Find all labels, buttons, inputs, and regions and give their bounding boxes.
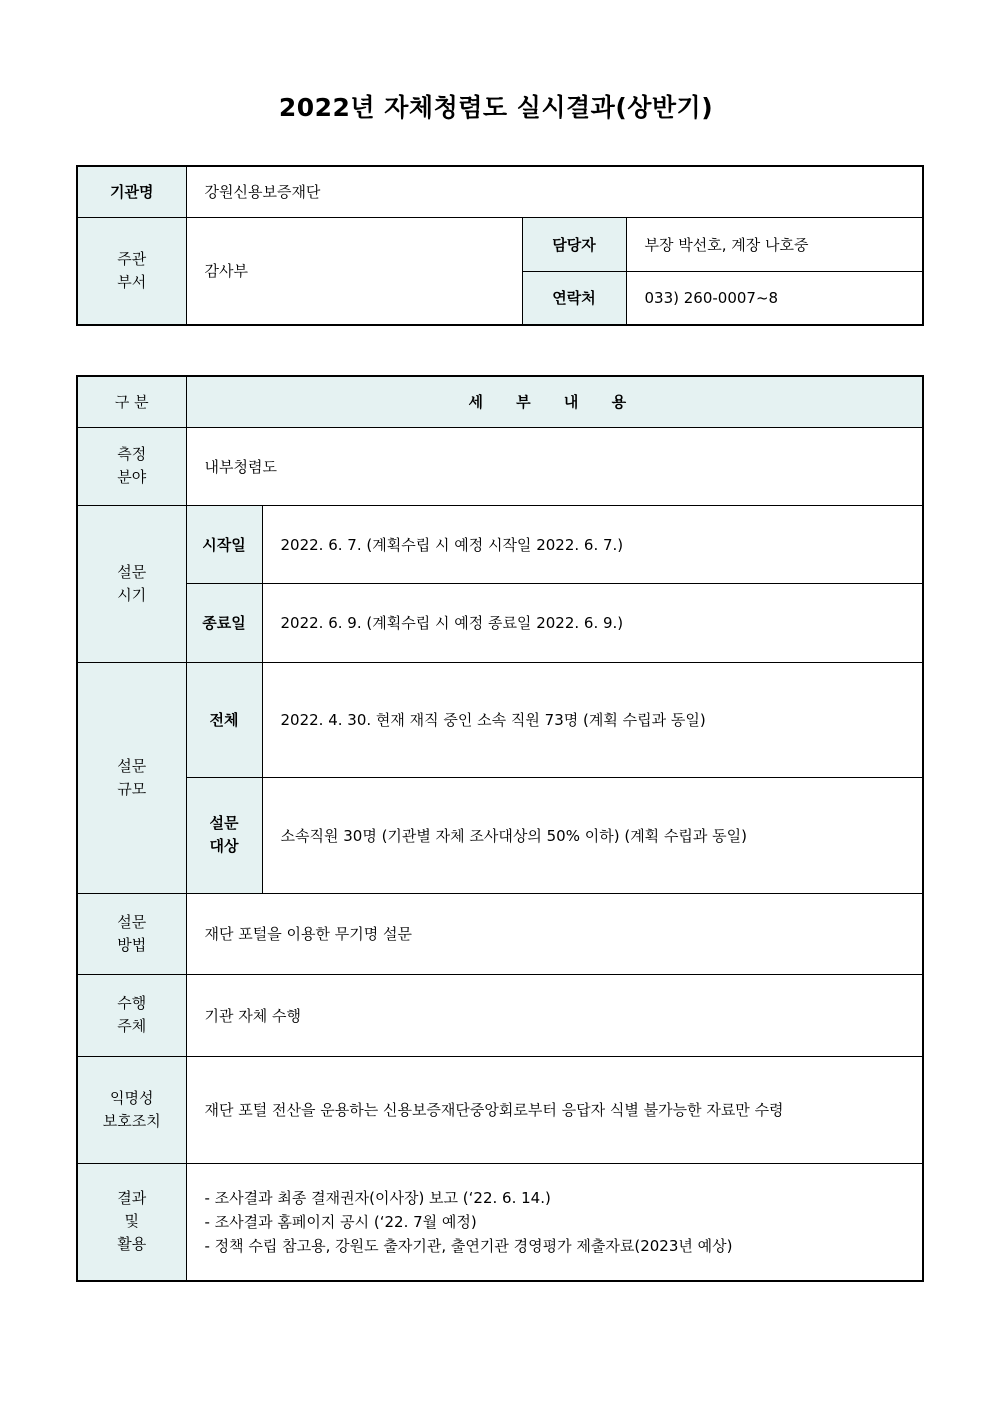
target-label [186,777,262,893]
period-label [77,505,186,662]
field-label [77,427,186,505]
dept-label-line-1: 주관 [117,249,147,268]
anon-label-line-1: 익명성 [110,1088,154,1107]
field-label-line-2: 분야 [117,468,147,486]
details-table [76,375,924,1282]
header-category: 구 분 [77,376,186,427]
anon-label-line-2: 보호조치 [102,1111,161,1130]
result-label-line-3: 활용 [117,1235,147,1254]
method-value: 재단 포털을 이용한 무기명 설문 [186,893,923,974]
result-label-line-2: 및 [124,1212,139,1231]
result-item: - 조사결과 최종 결재권자(이사장) 보고 (‘22. 6. 14.) [204,1188,551,1207]
end-value: 2022. 6. 9. (계획수립 시 예정 종료일 2022. 6. 9.) [262,583,923,662]
method-label [77,893,186,974]
scale-label [77,662,186,893]
anon-value: 재단 포털 전산을 운용하는 신용보증재단중앙회로부터 응답자 식별 불가능한 자료만 수령 [186,1056,923,1163]
executor-label-line-2: 주체 [117,1017,147,1035]
contact-value: 033) 260-0007~8 [626,271,923,325]
executor-label-line-1: 수행 [117,994,147,1012]
org-label: 기관명 [77,166,186,217]
manager-value: 부장 박선호, 계장 나호중 [626,217,923,271]
field-label-line-1: 측정 [117,445,147,463]
result-item: - 조사결과 홈페이지 공시 (‘22. 7월 예정) [204,1212,477,1231]
dept-label [77,217,186,325]
field-value: 내부청렴도 [186,427,923,505]
contact-label: 연락처 [522,271,626,325]
period-label-line-1: 설문 [117,562,147,581]
dept-value: 감사부 [186,217,522,325]
info-table [76,165,924,326]
start-value: 2022. 6. 7. (계획수립 시 예정 시작일 2022. 6. 7.) [262,505,923,583]
executor-value: 기관 자체 수행 [186,974,923,1056]
method-label-line-2: 방법 [117,935,147,954]
total-value: 2022. 4. 30. 현재 재직 중인 소속 직원 73명 (계획 수립과 동일) [262,662,923,777]
header-detail: 세 부 내 용 [186,376,923,427]
target-value: 소속직원 30명 (기관별 자체 조사대상의 50% 이하) (계획 수립과 동일) [262,777,923,893]
scale-label-line-1: 설문 [117,756,147,775]
result-list [186,1163,923,1281]
scale-label-line-2: 규모 [117,779,147,798]
result-label [77,1163,186,1281]
page-title: 2022년 자체청렴도 실시결과(상반기) [278,93,714,122]
target-label-line-2: 대상 [209,837,239,855]
end-label: 종료일 [186,583,262,662]
period-label-line-2: 시기 [117,585,147,604]
start-label: 시작일 [186,505,262,583]
target-label-line-1: 설문 [209,814,239,832]
manager-label: 담당자 [522,217,626,271]
dept-label-line-2: 부서 [117,272,147,291]
anon-label [77,1056,186,1163]
result-item: - 정책 수립 참고용, 강원도 출자기관, 출연기관 경영평가 제출자료(2023년 예상) [204,1236,733,1255]
org-value: 강원신용보증재단 [186,166,923,217]
method-label-line-1: 설문 [117,912,147,931]
result-label-line-1: 결과 [117,1189,147,1208]
executor-label [77,974,186,1056]
total-label: 전체 [186,662,262,777]
